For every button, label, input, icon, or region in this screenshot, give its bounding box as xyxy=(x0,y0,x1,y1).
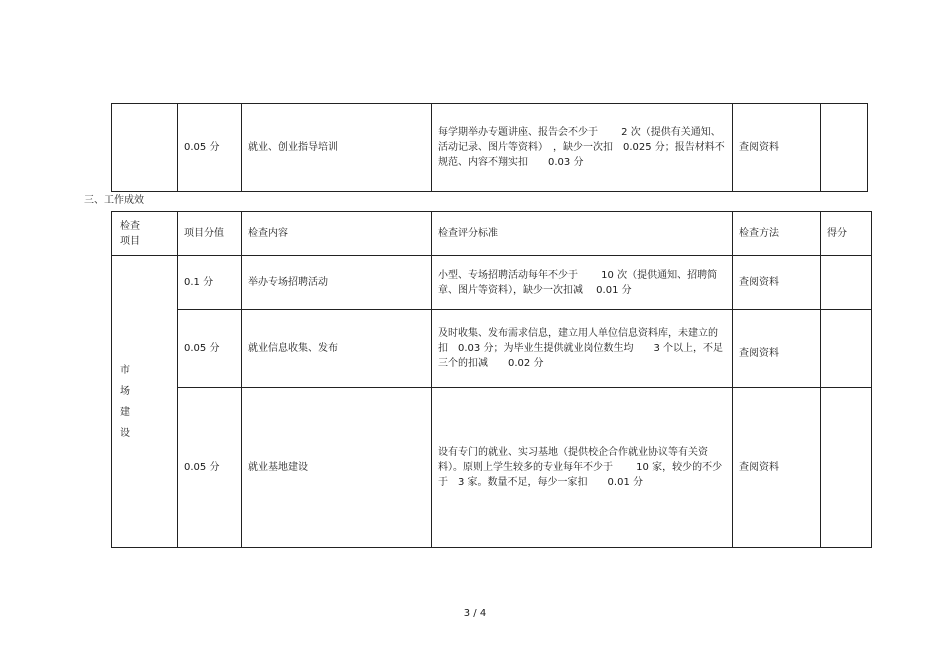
header-content: 检查内容 xyxy=(242,212,432,256)
result-cell xyxy=(821,310,872,388)
method-cell: 查阅资料 xyxy=(733,388,821,548)
header-score: 项目分值 xyxy=(178,212,242,256)
score-cell: 0.05 分 xyxy=(178,310,242,388)
header-result: 得分 xyxy=(821,212,872,256)
content-cell: 就业、创业指导培训 xyxy=(242,104,432,192)
criteria-cell: 及时收集、发布需求信息，建立用人单位信息资料库，未建立的扣 0.03 分；为毕业生提供就业岗位数生均 3 个以上，不足三个的扣减 0.02 分 xyxy=(432,310,733,388)
item-cell xyxy=(112,104,178,192)
table-row xyxy=(112,388,872,548)
content-cell: 就业基地建设 xyxy=(242,388,432,548)
method-cell: 查阅资料 xyxy=(733,310,821,388)
table-row xyxy=(112,256,872,310)
content-cell: 举办专场招聘活动 xyxy=(242,256,432,310)
table-row xyxy=(112,310,872,388)
page-number: 3 / 4 xyxy=(463,608,487,619)
category-cell: 市场建设 xyxy=(112,256,178,548)
work-results-table xyxy=(111,211,872,548)
criteria-cell: 小型、专场招聘活动每年不少于 10 次（提供通知、招聘简章、图片等资料），缺少一次扣减 0.01 分 xyxy=(432,256,733,310)
result-cell xyxy=(821,256,872,310)
score-cell: 0.05 分 xyxy=(178,388,242,548)
criteria-cell: 设有专门的就业、实习基地（提供校企合作就业协议等有关资料）。原则上学生较多的专业每年不少于 10 家，较少的不少于 3 家。数量不足，每少一家扣 0.01 分 xyxy=(432,388,733,548)
header-method: 检查方法 xyxy=(733,212,821,256)
header-item: 检查项目 xyxy=(112,212,178,256)
header-row xyxy=(112,212,872,256)
method-cell: 查阅资料 xyxy=(733,256,821,310)
header-criteria: 检查评分标准 xyxy=(432,212,733,256)
content-cell: 就业信息收集、发布 xyxy=(242,310,432,388)
criteria-cell: 每学期举办专题讲座、报告会不少于 2 次（提供有关通知、活动记录、图片等资料） ，缺少一次扣 0.025 分；报告材料不规范、内容不翔实扣 0.03 分 xyxy=(432,104,733,192)
scoring-table-continued xyxy=(111,103,868,192)
score-cell: 0.1 分 xyxy=(178,256,242,310)
result-cell xyxy=(821,104,868,192)
result-cell xyxy=(821,388,872,548)
score-cell: 0.05 分 xyxy=(178,104,242,192)
table-row xyxy=(112,104,868,192)
section-title: 三、工作成效 xyxy=(84,195,144,206)
method-cell: 查阅资料 xyxy=(733,104,821,192)
